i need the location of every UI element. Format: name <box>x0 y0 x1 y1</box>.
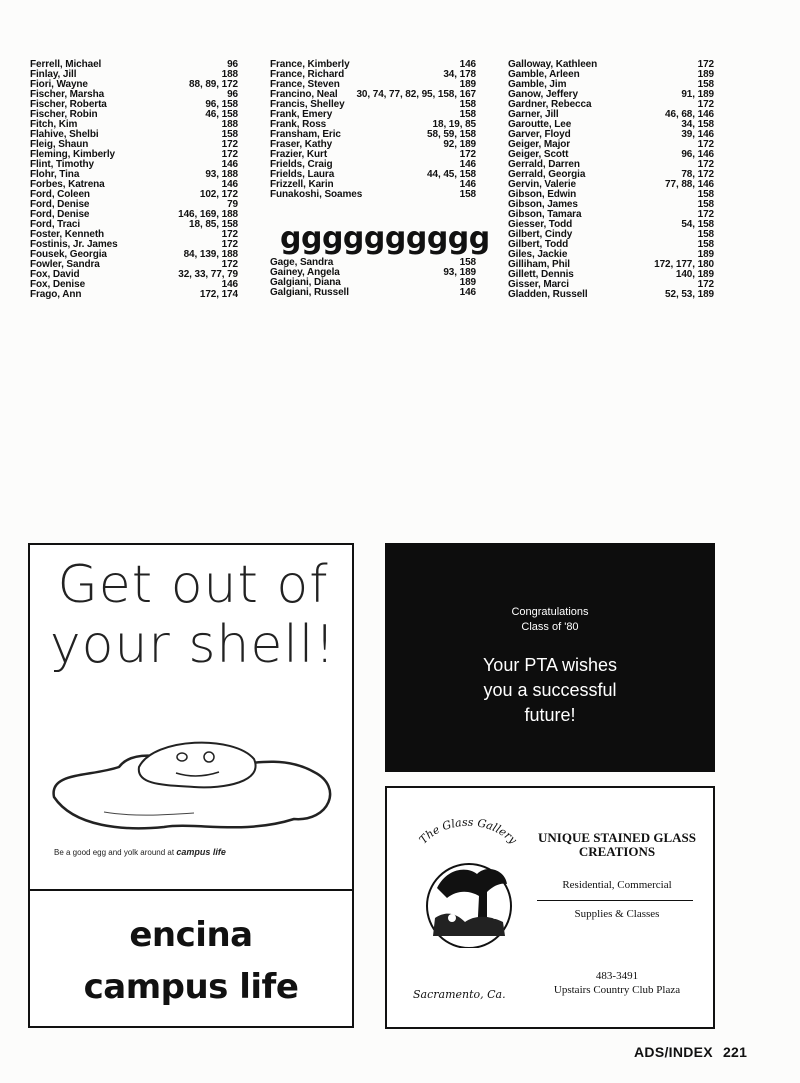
entry-pages: 172 <box>221 229 238 240</box>
entry-pages: 172 <box>459 149 476 160</box>
entry-name: Fischer, Robin <box>30 109 98 120</box>
glass-gallery-services-2: Supplies & Classes <box>574 908 660 920</box>
entry-pages: 158 <box>459 109 476 120</box>
entry-name: Flint, Timothy <box>30 159 94 170</box>
entry-pages: 52, 53, 189 <box>665 289 714 300</box>
entry-pages: 146, 169, 188 <box>178 209 238 220</box>
entry-pages: 58, 59, 158 <box>427 129 476 140</box>
entry-pages: 172 <box>697 279 714 290</box>
entry-name: Gamble, Jim <box>508 79 567 90</box>
index-column-2-g-entries <box>270 258 476 298</box>
encina-wordmark: encina campus life <box>83 915 299 1007</box>
entry-name: Fitch, Kim <box>30 119 78 130</box>
entry-pages: 172 <box>697 139 714 150</box>
shell-headline <box>48 555 338 675</box>
index-entry <box>270 190 476 200</box>
glass-gallery-headline: UNIQUE STAINED GLASS CREATIONS <box>538 830 696 859</box>
page-footer <box>634 1044 747 1060</box>
entry-pages: 146 <box>459 287 476 298</box>
entry-name: Finlay, Jill <box>30 69 77 80</box>
index-column-1 <box>30 60 238 300</box>
entry-pages: 44, 45, 158 <box>427 169 476 180</box>
entry-pages: 96, 146 <box>681 149 714 160</box>
entry-pages: 93, 188 <box>205 169 238 180</box>
entry-pages: 158 <box>697 239 714 250</box>
entry-pages: 188 <box>221 119 238 130</box>
entry-pages: 77, 88, 146 <box>665 179 714 190</box>
entry-pages: 46, 68, 146 <box>665 109 714 120</box>
entry-pages: 46, 158 <box>205 109 238 120</box>
entry-name: Gage, Sandra <box>270 257 334 268</box>
entry-name: Frazier, Kurt <box>270 149 328 160</box>
entry-pages: 32, 33, 77, 79 <box>178 269 238 280</box>
entry-name: Frields, Laura <box>270 169 335 180</box>
entry-name: Flohr, Tina <box>30 169 80 180</box>
entry-name: Ford, Traci <box>30 219 81 230</box>
entry-name: Gisser, Marci <box>508 279 569 290</box>
entry-pages: 158 <box>221 129 238 140</box>
entry-name: Fransham, Eric <box>270 129 341 140</box>
entry-pages: 91, 189 <box>681 89 714 100</box>
entry-name: Fox, David <box>30 269 80 280</box>
glass-gallery-address: Upstairs Country Club Plaza <box>553 984 681 996</box>
entry-name: Fiori, Wayne <box>30 79 88 90</box>
index-column-3 <box>508 60 714 300</box>
entry-pages: 84, 139, 188 <box>183 249 238 260</box>
entry-pages: 146 <box>459 179 476 190</box>
entry-name: Frank, Ross <box>270 119 327 130</box>
entry-pages: 102, 172 <box>199 189 238 200</box>
entry-pages: 189 <box>697 69 714 80</box>
g-section-heading: gggggggggg <box>280 221 490 256</box>
entry-pages: 54, 158 <box>681 219 714 230</box>
entry-pages: 30, 74, 77, 82, 95, 158, 167 <box>356 89 476 100</box>
entry-name: Geiger, Scott <box>508 149 569 160</box>
entry-pages: 158 <box>697 199 714 210</box>
entry-pages: 34, 178 <box>443 69 476 80</box>
entry-pages: 189 <box>697 249 714 260</box>
pta-congrats: Congratulations Class of '80 <box>511 606 589 633</box>
entry-pages: 146 <box>221 159 238 170</box>
entry-name: Gardner, Rebecca <box>508 99 592 110</box>
entry-pages: 92, 189 <box>443 139 476 150</box>
entry-pages: 146 <box>459 159 476 170</box>
entry-pages: 79 <box>227 199 238 210</box>
glass-gallery-phone: 483-3491 <box>595 970 639 982</box>
entry-name: Francino, Neal <box>270 89 338 100</box>
entry-name: Giles, Jackie <box>508 249 568 260</box>
page-number: 221 <box>722 1044 748 1060</box>
entry-name: Galloway, Kathleen <box>508 59 598 70</box>
entry-pages: 78, 172 <box>681 169 714 180</box>
entry-name: Fleming, Kimberly <box>30 149 115 160</box>
entry-pages: 189 <box>459 79 476 90</box>
entry-pages: 172 <box>697 99 714 110</box>
entry-pages: 96 <box>227 59 238 70</box>
entry-pages: 146 <box>459 59 476 70</box>
entry-name: Frields, Craig <box>270 159 333 170</box>
index-entry <box>270 288 476 298</box>
entry-name: Fostinis, Jr. James <box>30 239 118 250</box>
entry-name: Gervin, Valerie <box>508 179 576 190</box>
entry-name: Forbes, Katrena <box>30 179 105 190</box>
entry-pages: 146 <box>221 179 238 190</box>
entry-name: Francis, Shelley <box>270 99 345 110</box>
entry-name: Frank, Emery <box>270 109 333 120</box>
entry-name: Fleig, Shaun <box>30 139 89 150</box>
entry-pages: 158 <box>459 189 476 200</box>
entry-name: Fischer, Marsha <box>30 89 105 100</box>
entry-name: Fowler, Sandra <box>30 259 100 270</box>
entry-name: Gilbert, Cindy <box>508 229 573 240</box>
entry-name: Gamble, Arleen <box>508 69 580 80</box>
index-column-2 <box>270 59 490 298</box>
entry-name: Geiger, Major <box>508 139 571 150</box>
entry-name: Garoutte, Lee <box>508 119 572 130</box>
entry-name: Frizzell, Karin <box>270 179 334 190</box>
glass-gallery-services-1: Residential, Commercial <box>562 879 672 891</box>
entry-name: Gladden, Russell <box>508 289 588 300</box>
campus-life-ad <box>28 543 354 891</box>
campus-life-tagline: Be a good egg and yolk around at campus life <box>54 847 226 857</box>
entry-pages: 172 <box>697 159 714 170</box>
headline-line-1: Get out of <box>57 555 329 615</box>
entry-name: Fraser, Kathy <box>270 139 333 150</box>
entry-pages: 172 <box>221 149 238 160</box>
entry-pages: 172 <box>221 139 238 150</box>
headline-line-2: your shell! <box>49 615 337 675</box>
entry-pages: 172, 177, 180 <box>654 259 714 270</box>
entry-name: Flahive, Shelbi <box>30 129 99 140</box>
entry-pages: 146 <box>221 279 238 290</box>
entry-name: Gilliham, Phil <box>508 259 570 270</box>
entry-name: Frago, Ann <box>30 289 82 300</box>
entry-pages: 158 <box>697 189 714 200</box>
entry-pages: 96 <box>227 89 238 100</box>
entry-name: France, Kimberly <box>270 59 350 70</box>
entry-name: Fox, Denise <box>30 279 86 290</box>
entry-pages: 172 <box>221 239 238 250</box>
entry-pages: 18, 85, 158 <box>189 219 238 230</box>
entry-pages: 172 <box>697 59 714 70</box>
entry-name: Gilbert, Todd <box>508 239 569 250</box>
glass-gallery-logo <box>407 818 527 948</box>
glass-gallery-logo-text: The Glass Gallery <box>416 818 520 847</box>
entry-name: Giesser, Todd <box>508 219 573 230</box>
encina-campus-life-ad <box>28 889 354 1028</box>
entry-name: Gerrald, Georgia <box>508 169 586 180</box>
entry-pages: 158 <box>459 99 476 110</box>
entry-name: Galgiani, Diana <box>270 277 341 288</box>
entry-name: Funakoshi, Soames <box>270 189 363 200</box>
entry-name: France, Richard <box>270 69 345 80</box>
entry-pages: 189 <box>459 277 476 288</box>
entry-name: Ford, Coleen <box>30 189 90 200</box>
entry-pages: 34, 158 <box>681 119 714 130</box>
entry-pages: 158 <box>697 229 714 240</box>
glass-gallery-divider <box>537 900 693 901</box>
entry-name: Gibson, James <box>508 199 578 210</box>
entry-pages: 172 <box>221 259 238 270</box>
entry-name: Garver, Floyd <box>508 129 571 140</box>
entry-name: Ferrell, Michael <box>30 59 102 70</box>
glass-gallery-ad <box>385 786 715 1029</box>
entry-name: Gibson, Tamara <box>508 209 582 220</box>
campus-life-brand: campus life <box>176 847 226 857</box>
entry-name: Fischer, Roberta <box>30 99 107 110</box>
entry-pages: 158 <box>459 257 476 268</box>
entry-name: Garner, Jill <box>508 109 559 120</box>
entry-name: Gainey, Angela <box>270 267 340 278</box>
entry-name: Fousek, Georgia <box>30 249 107 260</box>
glass-gallery-city: Sacramento, Ca. <box>413 988 506 1001</box>
entry-name: Foster, Kenneth <box>30 229 105 240</box>
index-column-2-f-entries <box>270 60 476 200</box>
entry-pages: 188 <box>221 69 238 80</box>
entry-pages: 88, 89, 172 <box>189 79 238 90</box>
footer-section: ADS/INDEX <box>634 1044 713 1060</box>
entry-name: Ford, Denise <box>30 209 90 220</box>
entry-pages: 158 <box>697 79 714 90</box>
pta-message: Your PTA wishes you a successful future! <box>482 655 618 725</box>
entry-pages: 96, 158 <box>205 99 238 110</box>
entry-name: Gillett, Dennis <box>508 269 574 280</box>
entry-name: Ganow, Jeffery <box>508 89 578 100</box>
entry-name: Ford, Denise <box>30 199 90 210</box>
entry-name: Gerrald, Darren <box>508 159 580 170</box>
entry-pages: 140, 189 <box>675 269 714 280</box>
entry-pages: 18, 19, 85 <box>432 119 476 130</box>
entry-pages: 172, 174 <box>199 289 238 300</box>
index-entry <box>508 290 714 300</box>
entry-name: Gibson, Edwin <box>508 189 577 200</box>
entry-pages: 172 <box>697 209 714 220</box>
index-entry <box>30 290 238 300</box>
entry-pages: 93, 189 <box>443 267 476 278</box>
pta-ad <box>385 543 715 772</box>
entry-name: Galgiani, Russell <box>270 287 349 298</box>
svg-text:The Glass Gallery <box>417 818 520 847</box>
entry-pages: 39, 146 <box>681 129 714 140</box>
entry-name: France, Steven <box>270 79 340 90</box>
fried-egg-illustration <box>44 727 334 837</box>
